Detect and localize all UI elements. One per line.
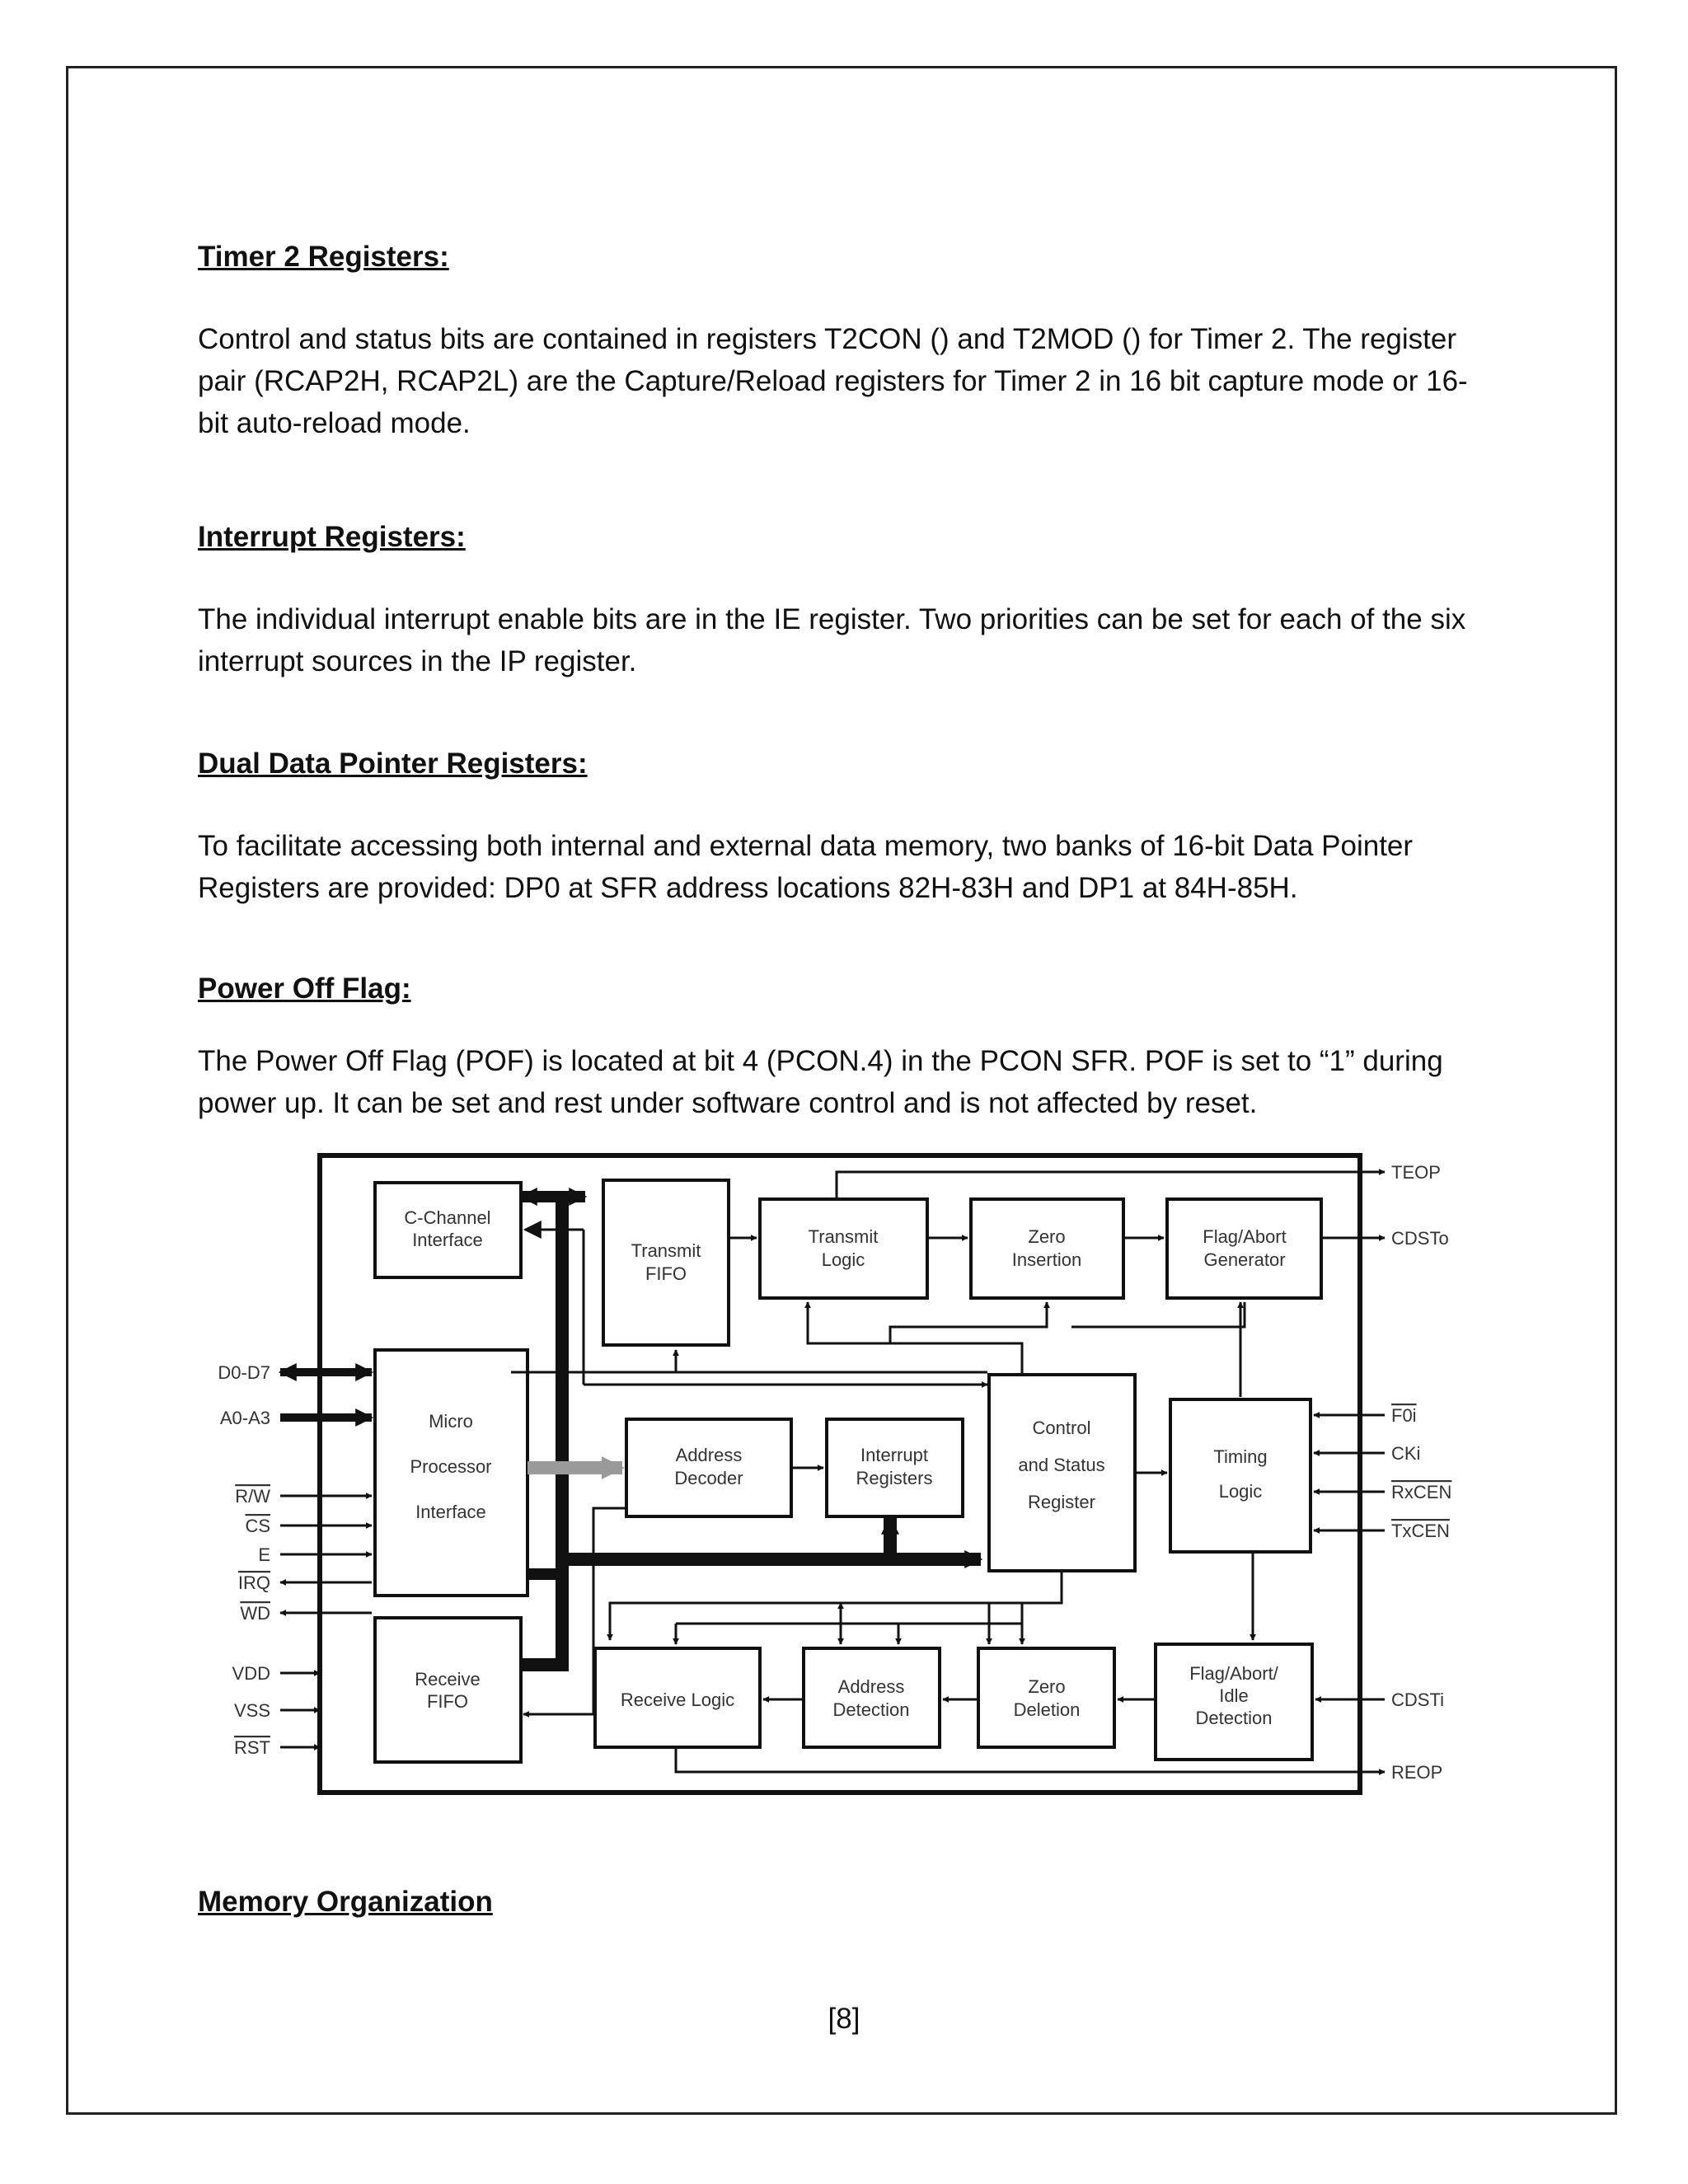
- signal-e: E: [258, 1544, 270, 1565]
- transmit-logic-label-2: Logic: [821, 1249, 865, 1270]
- interrupt-registers-label-1: Interrupt: [860, 1445, 928, 1465]
- zero-insertion-block: [971, 1199, 1123, 1298]
- address-detection-label-1: Address: [837, 1676, 905, 1697]
- signal-wd: WD: [240, 1603, 270, 1624]
- timing-logic-block: [1170, 1399, 1311, 1552]
- signal-cs: CS: [245, 1516, 270, 1536]
- paragraph-power-off-flag: The Power Off Flag (POF) is located at bit 4 (PCON.4) in the PCON SFR. POF is set to “1” during power up. It can be set and rest under software control and is not affected by reset.: [198, 1045, 1443, 1119]
- signal-rst: RST: [234, 1737, 270, 1758]
- flag-abort-gen-label-2: Generator: [1203, 1249, 1286, 1270]
- c-channel-label-2: Interface: [412, 1230, 483, 1250]
- signal-teop: TEOP: [1391, 1162, 1441, 1183]
- zero-insertion-label-1: Zero: [1028, 1226, 1066, 1247]
- transmit-fifo-block: [603, 1180, 729, 1345]
- interrupt-registers-label-2: Registers: [856, 1468, 933, 1488]
- control-status-label-1: Control: [1032, 1418, 1091, 1438]
- heading-memory-organization: Memory Organization: [198, 1886, 493, 1918]
- micro-label-1: Micro: [429, 1411, 473, 1432]
- flag-abort-generator-block: [1167, 1199, 1321, 1298]
- zero-deletion-label-2: Deletion: [1013, 1699, 1081, 1720]
- signal-vss: VSS: [233, 1700, 270, 1721]
- flag-abort-idle-label-1: Flag/Abort/: [1189, 1663, 1278, 1684]
- flag-abort-idle-label-3: Detection: [1195, 1708, 1273, 1728]
- signal-reop: REOP: [1391, 1762, 1443, 1783]
- transmit-logic-block: [760, 1199, 927, 1298]
- flag-abort-idle-label-2: Idle: [1219, 1685, 1249, 1706]
- transmit-fifo-label-1: Transmit: [631, 1240, 701, 1261]
- signal-d0-d7: D0-D7: [218, 1362, 270, 1383]
- receive-fifo-block: [375, 1618, 521, 1762]
- address-decoder-label-1: Address: [675, 1445, 743, 1465]
- timing-logic-label-1: Timing: [1213, 1446, 1268, 1467]
- hdlc-controller-block-diagram: [198, 1146, 1484, 1821]
- c-channel-label-1: C-Channel: [404, 1207, 491, 1228]
- receive-fifo-label-1: Receive: [415, 1669, 481, 1690]
- timing-logic-label-2: Logic: [1218, 1481, 1263, 1502]
- signal-rxcen: RxCEN: [1391, 1482, 1452, 1502]
- zero-insertion-label-2: Insertion: [1011, 1249, 1082, 1270]
- flag-abort-gen-label-1: Flag/Abort: [1203, 1226, 1287, 1247]
- signal-irq: IRQ: [237, 1572, 270, 1593]
- signal-cki: CKi: [1391, 1443, 1421, 1464]
- address-detection-block: [804, 1648, 940, 1747]
- heading-dual-data-pointer: Dual Data Pointer Registers:: [198, 748, 588, 780]
- micro-label-2: Processor: [410, 1456, 492, 1477]
- signal-cdsti: CDSTi: [1391, 1690, 1444, 1710]
- signal-cdsto: CDSTo: [1391, 1228, 1449, 1249]
- zero-deletion-label-1: Zero: [1028, 1676, 1066, 1697]
- address-detection-label-2: Detection: [832, 1699, 910, 1720]
- transmit-fifo-label-2: FIFO: [645, 1263, 687, 1284]
- address-decoder-label-2: Decoder: [674, 1468, 743, 1488]
- page-number: [8]: [828, 2003, 860, 2035]
- signal-vdd: VDD: [232, 1663, 270, 1684]
- heading-interrupt-registers: Interrupt Registers:: [198, 521, 466, 553]
- signal-txcen: TxCEN: [1391, 1521, 1450, 1541]
- signal-rw: R/W: [235, 1486, 270, 1507]
- control-status-label-2: and Status: [1018, 1455, 1105, 1475]
- receive-logic-label: Receive Logic: [620, 1690, 735, 1710]
- zero-deletion-block: [978, 1648, 1114, 1747]
- micro-label-3: Interface: [415, 1502, 486, 1522]
- signal-foi: F0i: [1391, 1405, 1417, 1426]
- paragraph-timer2-registers: Control and status bits are contained in registers T2CON () and T2MOD () for Timer 2. The register pair (RCAP2H, RCAP2L) are the Capture/Reload registers for Timer 2 in 16 bit capture mode or 16-bit auto-reload mode.: [198, 323, 1468, 439]
- paragraph-interrupt-registers: The individual interrupt enable bits are in the IE register. Two priorities can be set for each of the six interrupt sources in the IP register.: [198, 603, 1466, 677]
- transmit-logic-label-1: Transmit: [808, 1226, 879, 1247]
- paragraph-dual-data-pointer: To facilitate accessing both internal and external data memory, two banks of 16-bit Data Pointer Registers are provided: DP0 at SFR address locations 82H-83H and DP1 at 84H-85H.: [198, 830, 1414, 904]
- control-status-label-3: Register: [1028, 1492, 1095, 1512]
- heading-power-off-flag: Power Off Flag:: [198, 972, 411, 1005]
- signal-a0-a3: A0-A3: [219, 1408, 270, 1428]
- heading-timer2-registers: Timer 2 Registers:: [198, 241, 449, 273]
- receive-fifo-label-2: FIFO: [426, 1691, 469, 1712]
